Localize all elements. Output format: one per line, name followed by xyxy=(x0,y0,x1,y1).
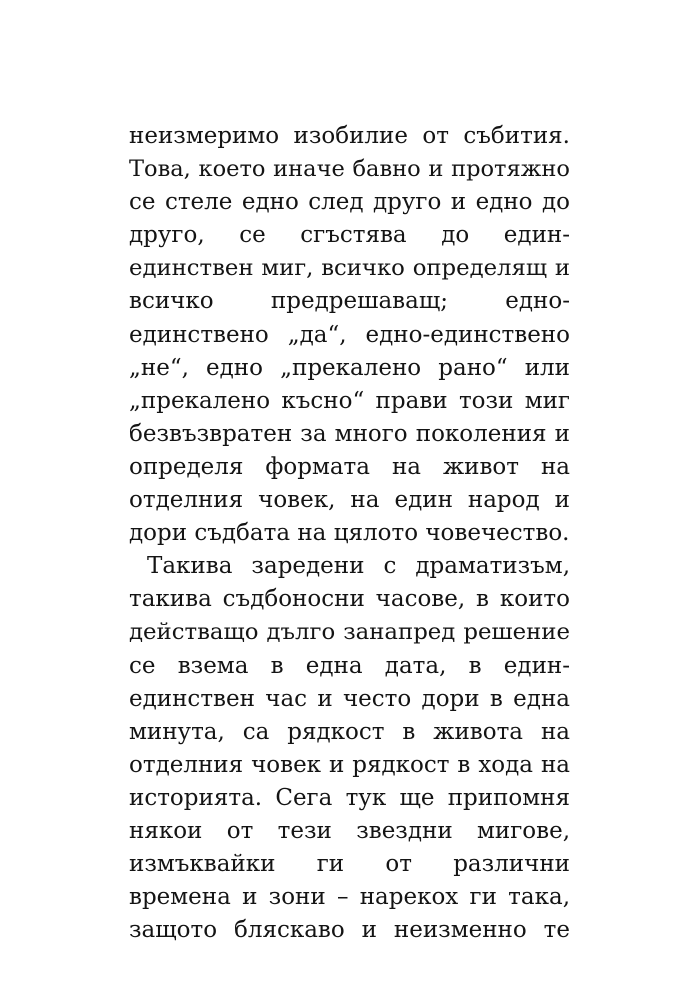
text-line: минута, са рядкост в живота на xyxy=(129,718,570,745)
text-line: единствено „да“, едно-единствено xyxy=(129,321,570,348)
text-line: „не“, едно „прекалено рано“ или xyxy=(129,354,570,381)
text-line: определя формата на живот на xyxy=(129,453,570,480)
text-line: всичко предрешаващ; едно- xyxy=(129,288,570,315)
text-line: Това, което иначе бавно и протяжно xyxy=(129,156,570,183)
text-line: се взема в една дата, в един- xyxy=(129,652,570,679)
text-line: „прекалено късно“ прави този миг xyxy=(129,387,570,414)
text-line: безвъзвратен за много поколения и xyxy=(129,420,570,447)
text-line: някои от тези звездни мигове, xyxy=(129,817,570,844)
text-line: отделния човек, на един народ и xyxy=(129,487,570,514)
text-line: отделния човек и рядкост в хода на xyxy=(129,751,570,778)
text-line: историята. Сега тук ще припомня xyxy=(129,784,570,811)
text-line: защото бляскаво и неизменно те xyxy=(129,917,570,944)
body-text xyxy=(129,120,570,947)
text-line: друго, се сгъстява до един- xyxy=(129,222,570,249)
text-line: действащо дълго занапред решение xyxy=(129,619,570,646)
text-line: измъквайки ги от различни xyxy=(129,851,570,878)
text-line: неизмеримо изобилие от събития. xyxy=(129,123,570,149)
paragraph-1 xyxy=(129,120,570,550)
text-line: единствен час и често дори в една xyxy=(129,685,570,712)
text-line: се стеле едно след друго и едно до xyxy=(129,189,570,216)
text-line: времена и зони – нарекох ги така, xyxy=(129,884,570,911)
text-line: единствен миг, всичко определящ и xyxy=(129,255,570,282)
text-line: дори съдбата на цялото човечество. xyxy=(129,520,570,547)
text-line: Такива заредени с драматизъм, xyxy=(147,553,570,580)
paragraph-2 xyxy=(129,550,570,947)
text-line: такива съдбоносни часове, в които xyxy=(129,586,570,613)
